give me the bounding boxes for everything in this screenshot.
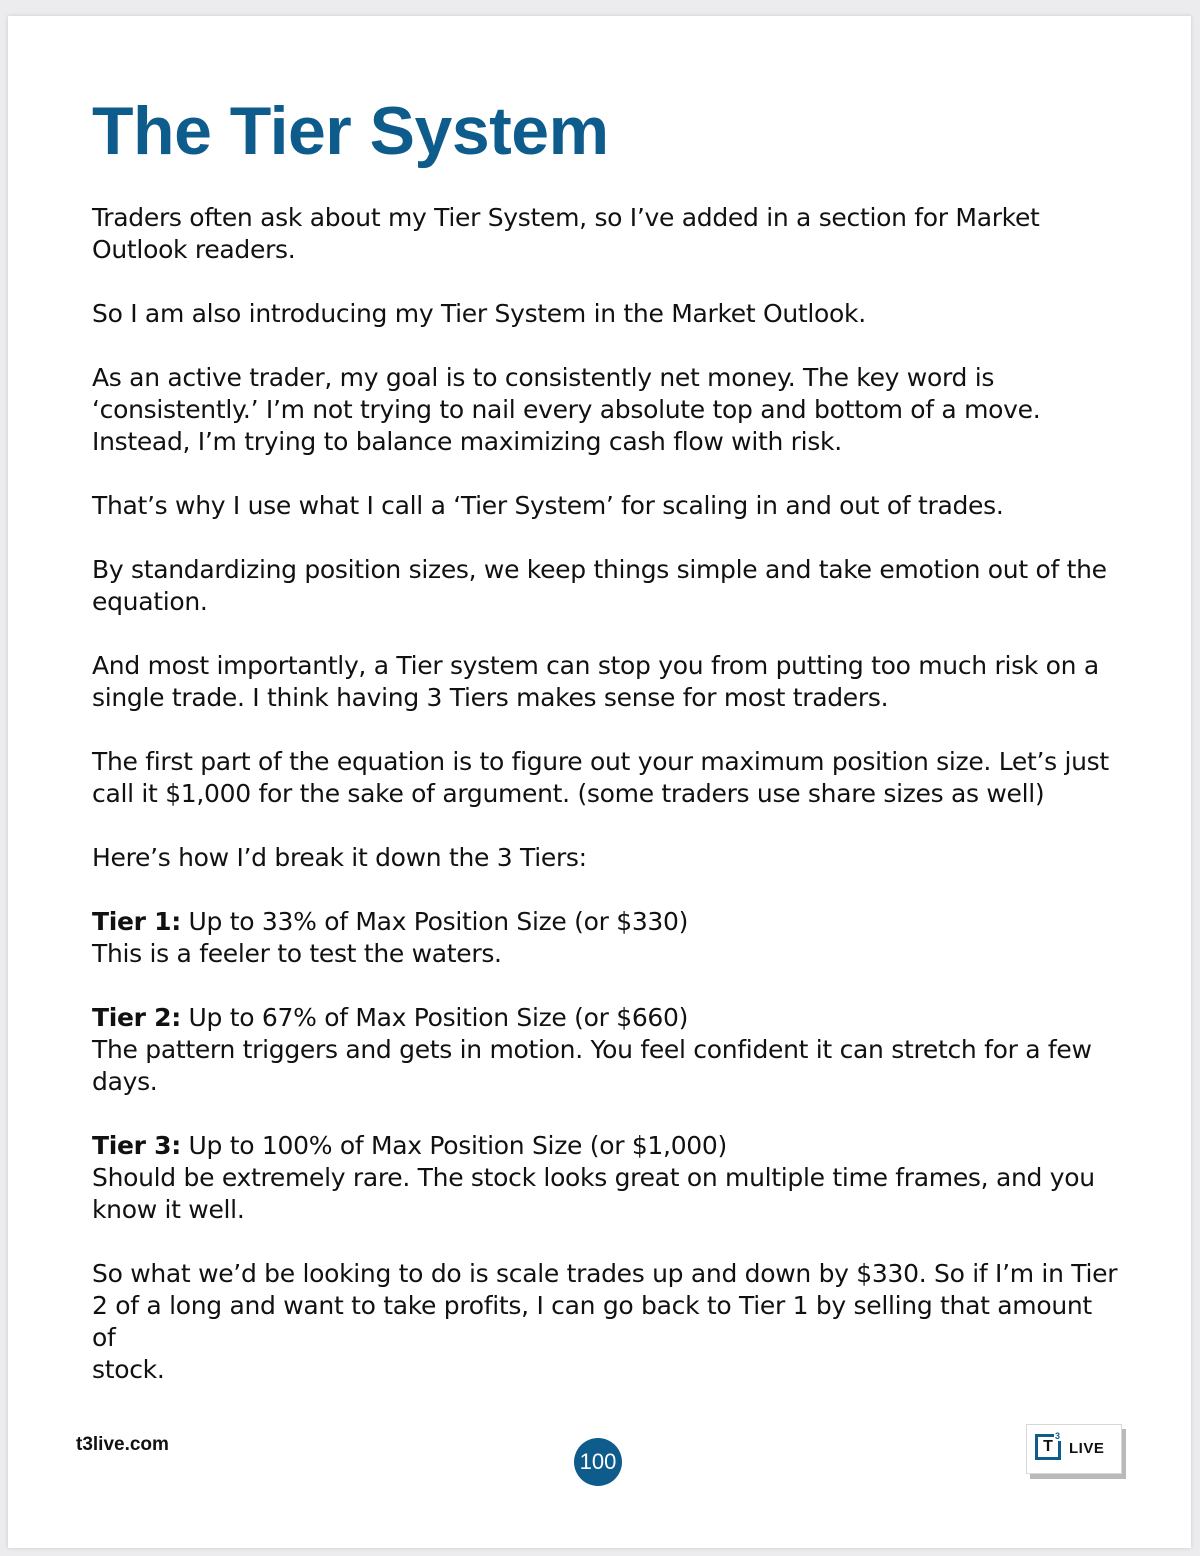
text-line: Traders often ask about my Tier System, so I’ve added in a section for Market [92, 203, 1040, 232]
tier-heading [92, 1002, 1122, 1034]
text-line: By standardizing position sizes, we keep things simple and take emotion out of the [92, 555, 1107, 584]
tier-heading [92, 906, 1122, 938]
tier-label: Tier 3: [92, 1131, 181, 1160]
body-content [92, 202, 1122, 1418]
footer-website[interactable]: t3live.com [76, 1434, 169, 1455]
paragraph [92, 362, 1122, 458]
text-line: stock. [92, 1355, 165, 1384]
text-line: So I am also introducing my Tier System in the Market Outlook. [92, 299, 866, 328]
closing-paragraph [92, 1258, 1122, 1386]
text-line: 2 of a long and want to take profits, I can go back to Tier 1 by selling that amount of [92, 1291, 1092, 1352]
paragraph [92, 202, 1122, 266]
text-line: And most importantly, a Tier system can stop you from putting too much risk on a [92, 651, 1099, 680]
logo-letter: T [1043, 1438, 1053, 1455]
document-page [8, 16, 1191, 1548]
text-line: The pattern triggers and gets in motion. You feel confident it can stretch for a few [92, 1035, 1092, 1064]
text-line: know it well. [92, 1195, 245, 1224]
paragraph [92, 746, 1122, 810]
tier-1-paragraph [92, 906, 1122, 970]
logo-text: LIVE [1069, 1440, 1105, 1457]
text-line: This is a feeler to test the waters. [92, 939, 502, 968]
text-line: Should be extremely rare. The stock looks great on multiple time frames, and you [92, 1163, 1095, 1192]
paragraph [92, 554, 1122, 618]
paragraph [92, 490, 1122, 522]
text-line: ‘consistently.’ I’m not trying to nail every absolute top and bottom of a move. [92, 395, 1041, 424]
tier-label: Tier 1: [92, 907, 181, 936]
text-line: equation. [92, 587, 208, 616]
text-line: call it $1,000 for the sake of argument. (some traders use share sizes as well) [92, 779, 1045, 808]
page-title: The Tier System [92, 93, 609, 169]
text-line: single trade. I think having 3 Tiers makes sense for most traders. [92, 683, 889, 712]
t3-live-logo [1026, 1424, 1122, 1474]
tier-size: Up to 100% of Max Position Size (or $1,000) [180, 1131, 727, 1160]
paragraph [92, 842, 1122, 874]
paragraph [92, 298, 1122, 330]
text-line: Here’s how I’d break it down the 3 Tiers: [92, 843, 587, 872]
tier-heading [92, 1130, 1122, 1162]
tier-3-paragraph [92, 1130, 1122, 1226]
tier-2-paragraph [92, 1002, 1122, 1098]
text-line: days. [92, 1067, 158, 1096]
text-line: Instead, I’m trying to balance maximizing cash flow with risk. [92, 427, 842, 456]
tier-label: Tier 2: [92, 1003, 181, 1032]
tier-size: Up to 33% of Max Position Size (or $330) [180, 907, 689, 936]
text-line: The first part of the equation is to figure out your maximum position size. Let’s just [92, 747, 1109, 776]
text-line: As an active trader, my goal is to consistently net money. The key word is [92, 363, 995, 392]
t3-logo-mark [1035, 1431, 1061, 1460]
text-line: So what we’d be looking to do is scale trades up and down by $330. So if I’m in Tier [92, 1259, 1118, 1288]
paragraph [92, 650, 1122, 714]
text-line: Outlook readers. [92, 235, 296, 264]
page-number-badge: 100 [574, 1438, 622, 1486]
tier-size: Up to 67% of Max Position Size (or $660) [180, 1003, 689, 1032]
logo-superscript: 3 [1054, 1431, 1060, 1441]
text-line: That’s why I use what I call a ‘Tier System’ for scaling in and out of trades. [92, 491, 1004, 520]
